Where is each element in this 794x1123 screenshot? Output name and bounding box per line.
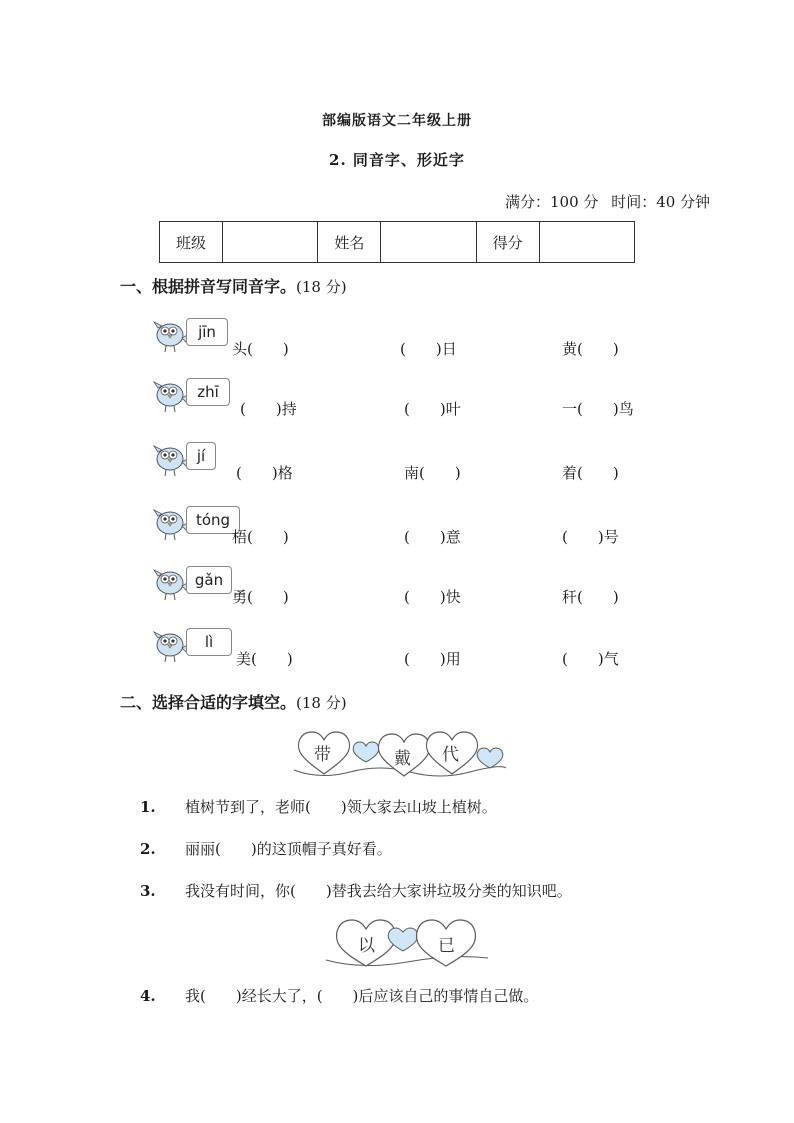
hearts-decoration-2 xyxy=(322,916,492,970)
bird-icon xyxy=(150,378,190,414)
section2-title: 二、选择合适的字填空。 xyxy=(120,693,297,712)
question-text: 植树节到了，老师( )领大家去山坡上植树。 xyxy=(185,798,497,816)
fill-in-blank[interactable]: ( )气 xyxy=(562,650,619,668)
exam-meta xyxy=(505,191,718,212)
fill-in-blank[interactable]: ( )用 xyxy=(404,650,461,668)
fill-in-blank[interactable]: 梧( ) xyxy=(232,528,289,546)
choice-char: 戴 xyxy=(394,749,411,769)
char-choice-group-2 xyxy=(322,916,492,970)
char-choice-group-1 xyxy=(290,728,510,780)
choice-char: 代 xyxy=(442,745,459,765)
fill-in-blank[interactable]: ( )日 xyxy=(400,340,457,358)
question-text: 我没有时间，你( )替我去给大家讲垃圾分类的知识吧。 xyxy=(185,882,572,900)
choice-char: 带 xyxy=(314,745,331,765)
pinyin-label: zhī xyxy=(186,378,230,406)
bird-icon xyxy=(150,506,190,542)
question-number: 3. xyxy=(140,882,156,900)
score-field[interactable] xyxy=(539,222,634,263)
pinyin-label: lì xyxy=(186,628,232,656)
class-field[interactable] xyxy=(223,222,318,263)
question-number: 2. xyxy=(140,840,156,858)
question-text: 我( )经长大了，( )后应该自己的事情自己做。 xyxy=(185,987,539,1005)
fill-in-blank[interactable]: ( )号 xyxy=(562,528,619,546)
fill-in-blank[interactable]: ( )意 xyxy=(404,528,461,546)
fill-in-blank[interactable]: ( )叶 xyxy=(404,400,461,418)
score-label: 得分 xyxy=(476,222,539,263)
fill-in-blank[interactable]: ( )持 xyxy=(240,400,297,418)
fill-in-blank[interactable]: 头( ) xyxy=(232,340,289,358)
pinyin-label: gǎn xyxy=(186,566,232,594)
fill-in-blank[interactable]: 着( ) xyxy=(562,464,619,482)
question-text: 丽丽( )的这顶帽子真好看。 xyxy=(185,840,392,858)
pinyin-label: tóng xyxy=(186,506,240,534)
exam-time: 时间：40 分钟 xyxy=(611,193,711,211)
choice-char: 已 xyxy=(438,936,455,956)
fill-in-blank[interactable]: 勇( ) xyxy=(232,588,289,606)
choice-char: 以 xyxy=(358,936,375,956)
student-info-table xyxy=(159,221,635,263)
lesson-title: 2. 同音字、形近字 xyxy=(329,151,465,169)
question-number: 4. xyxy=(140,987,156,1005)
section1-title: 一、根据拼音写同音字。 xyxy=(120,277,297,296)
bird-icon xyxy=(150,318,190,354)
full-score: 满分：100 分 xyxy=(505,193,599,211)
bird-icon xyxy=(150,442,190,478)
fill-in-blank[interactable]: ( )快 xyxy=(404,588,461,606)
name-label: 姓名 xyxy=(318,222,381,263)
section2-points: (18 分) xyxy=(296,694,347,712)
fill-in-blank[interactable]: 南( ) xyxy=(404,464,461,482)
fill-in-blank[interactable]: ( )格 xyxy=(236,464,293,482)
pinyin-label: jīn xyxy=(186,318,228,346)
bird-icon xyxy=(150,566,190,602)
question-number: 1. xyxy=(140,798,156,816)
fill-in-blank[interactable]: 美( ) xyxy=(236,650,293,668)
fill-in-blank[interactable]: 秆( ) xyxy=(562,588,619,606)
fill-in-blank[interactable]: 一( )鸟 xyxy=(562,400,634,418)
fill-in-blank[interactable]: 黄( ) xyxy=(562,340,619,358)
section1-heading xyxy=(120,274,347,297)
book-title: 部编版语文二年级上册 xyxy=(322,113,472,129)
section1-points: (18 分) xyxy=(296,278,347,296)
class-label: 班级 xyxy=(160,222,223,263)
pinyin-label: jí xyxy=(186,442,216,470)
bird-icon xyxy=(150,628,190,664)
name-field[interactable] xyxy=(381,222,476,263)
section2-heading xyxy=(120,690,347,713)
